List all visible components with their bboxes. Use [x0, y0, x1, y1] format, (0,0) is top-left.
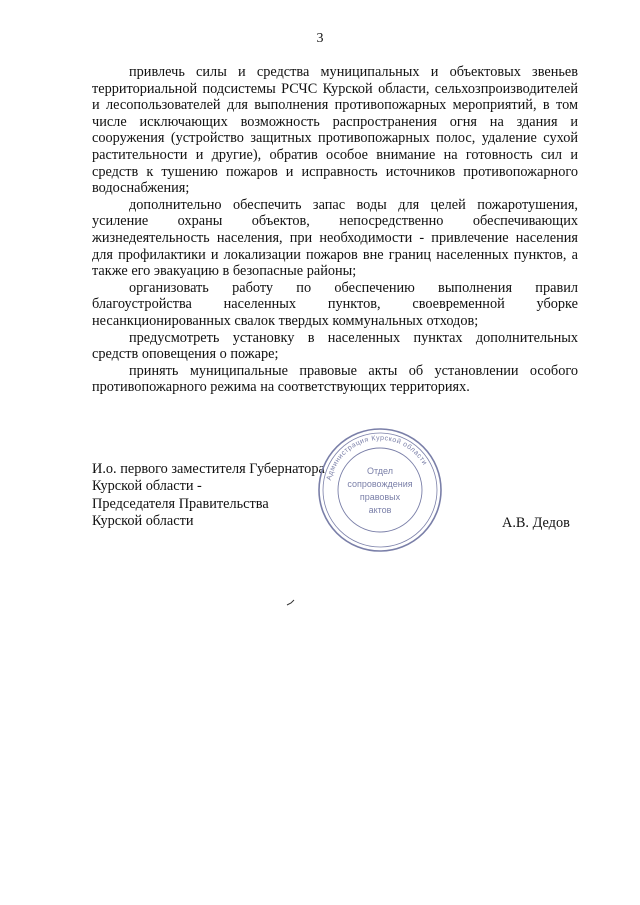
signer-position-line: Курской области [92, 512, 194, 529]
paragraph-warning-means: предусмотреть установку в населенных пунктах дополнительных средств оповещения о пожаре; [92, 329, 578, 363]
stamp-outer-ring [319, 429, 441, 551]
stamp-inner-line: Отдел [366, 466, 394, 476]
document-body [92, 64, 578, 396]
page-number: 3 [316, 31, 324, 46]
stamp-inner-line: правовых [359, 492, 401, 502]
signer-position-line: Курской области - [92, 478, 202, 495]
stamp-inner-ring [338, 448, 422, 532]
paragraph-attract-forces: привлечь силы и средства муниципальных и объектовых звеньев территориальной подсистемы РСЧС Курской области, сельхозпроизводителей и лесопользователей для выполнения противопожарных мероприятий, в том числе исключающих возможность распространения огня на здания и сооружения (устройство защитных противопожарных полос, удаление сухой растительности и другие), обратив особое внимание на готовность сил и средств к тушению пожаров и исправность источников противопожарного водоснабжения; [92, 64, 578, 197]
pen-mark [286, 598, 296, 608]
stamp-ring-text: Администрация Курской области [325, 434, 429, 482]
signer-position-line: И.о. первого заместителя Губернатора [92, 461, 325, 477]
stamp-inner-line: актов [368, 505, 392, 515]
signer-name: А.В. Дедов [502, 515, 570, 531]
official-stamp [316, 426, 444, 554]
paragraph-water-supply: дополнительно обеспечить запас воды для целей пожаротушения, усиление охраны объектов, непосредственно обеспечивающих жизнедеятельность населения, при необходимости - привлечение населения для профилактики и локализации пожаров вне границ населенных пунктов, а также его эвакуацию в безопасные районы; [92, 196, 578, 280]
paragraph-legal-acts: принять муниципальные правовые акты об установлении особого противопожарного режима на соответствующих территориях. [92, 362, 578, 396]
stamp-middle-ring [323, 433, 437, 547]
stamp-inner-line: сопровождения [347, 479, 413, 489]
signer-position-line: Председателя Правительства [92, 495, 269, 512]
paragraph-organize-work: организовать работу по обеспечению выполнения правил благоустройства населенных пунктов, своевременной уборке несанкционированных свалок твердых коммунальных отходов; [92, 279, 578, 329]
